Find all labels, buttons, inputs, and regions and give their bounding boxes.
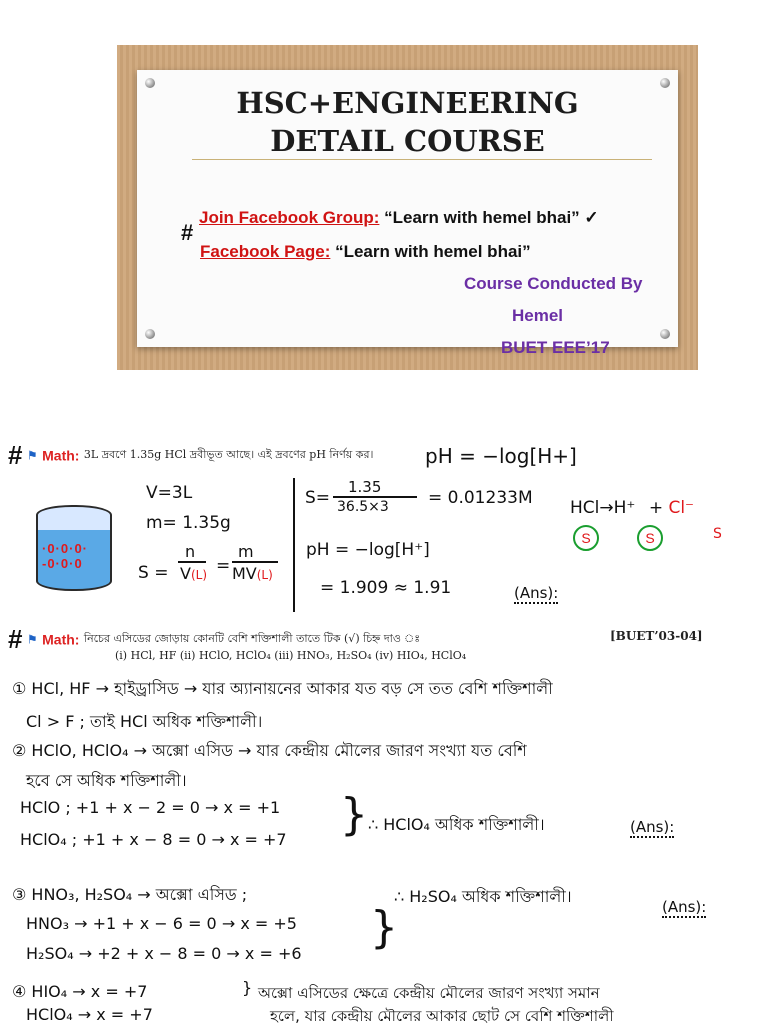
molarity-eq: = bbox=[216, 556, 231, 576]
question-source: [BUET’03-04] bbox=[610, 629, 703, 643]
part-1-line-1: ① HCl, HF → হাইড্রাসিড → যার অ্যানায়নের আকার যত বড় সে তত বেশি শক্তিশালী bbox=[12, 679, 553, 698]
brace: } bbox=[340, 789, 368, 840]
math-label: Math: bbox=[42, 447, 80, 464]
facebook-page-name: “Learn with hemel bhai” bbox=[330, 242, 531, 261]
calc-s-num: 1.35 bbox=[348, 478, 382, 496]
brace: } bbox=[370, 902, 398, 953]
divider-line bbox=[293, 478, 295, 612]
banner-title-line1: HSC+ENGINEERING bbox=[236, 86, 579, 120]
s-marker: S bbox=[637, 525, 663, 551]
math-label: Math: bbox=[42, 631, 80, 648]
part-4-line-2: HClO₄ → x = +7 bbox=[26, 1005, 153, 1024]
part-3-line-1: ③ HNO₃, H₂SO₄ → অক্সো এসিড ; bbox=[12, 885, 248, 904]
facebook-group-link[interactable]: Join Facebook Group: bbox=[199, 208, 380, 227]
fraction-bar bbox=[232, 561, 278, 563]
hash-mark: # bbox=[181, 220, 194, 245]
given-volume: V=3L bbox=[146, 483, 193, 503]
facebook-group-line bbox=[199, 208, 599, 228]
brace: } bbox=[242, 978, 253, 997]
part-4-note-2: হলে, যার কেন্দ্রীয় মৌলের আকার ছোট সে বেশি শক্তিশালী bbox=[270, 1007, 614, 1025]
pin-icon bbox=[660, 329, 670, 339]
fraction-bar bbox=[178, 561, 206, 563]
answer-tag: (Ans): bbox=[662, 898, 707, 916]
part-4-note-1: অক্সো এসিডের ক্ষেত্রে কেন্দ্রীয় মৌলের জারণ সংখ্যা সমান bbox=[258, 984, 600, 1002]
part-2-result: ∴ HClO₄ অধিক শক্তিশালী। bbox=[368, 815, 545, 834]
given-mass: m= 1.35g bbox=[146, 513, 231, 533]
facebook-group-name: “Learn with hemel bhai” bbox=[379, 208, 585, 227]
calc-s-result: = 0.01233M bbox=[428, 488, 533, 508]
part-3-calc-2: H₂SO₄ → +2 + x − 8 = 0 → x = +6 bbox=[26, 944, 302, 963]
answer-tag: (Ans): bbox=[514, 584, 559, 602]
part-1-line-2: Cl > F ; তাই HCl অধিক শক্তিশালী। bbox=[26, 712, 263, 731]
flag-icon: ⚑ bbox=[26, 632, 38, 647]
molarity-v: V(L) bbox=[180, 564, 208, 583]
course-credit-affiliation: BUET EEE’17 bbox=[501, 338, 610, 357]
check-icon: ✓ bbox=[584, 208, 599, 227]
part-2-calc-1: HClO ; +1 + x − 2 = 0 → x = +1 bbox=[20, 798, 281, 817]
part-2-line-1: ② HClO, HClO₄ → অক্সো এসিড → যার কেন্দ্রীয় মৌলের জারণ সংখ্যা যত বেশি bbox=[12, 741, 527, 760]
s-marker: S bbox=[713, 526, 722, 542]
part-2-line-2: হবে সে অধিক শক্তিশালী। bbox=[26, 771, 187, 790]
hash-mark: # bbox=[8, 440, 23, 470]
ph-formula: pH = −log[H+] bbox=[425, 444, 577, 468]
beaker-illustration bbox=[36, 505, 112, 591]
ph-result: = 1.909 ≈ 1.91 bbox=[320, 578, 452, 598]
banner-board bbox=[137, 70, 678, 357]
fraction-bar bbox=[333, 496, 417, 498]
facebook-page-line bbox=[200, 242, 531, 262]
s-marker: S bbox=[573, 525, 599, 551]
molarity-m: m bbox=[238, 542, 254, 561]
hash-mark: # bbox=[8, 624, 23, 654]
banner-divider bbox=[192, 159, 652, 160]
course-credit-heading: Course Conducted By bbox=[464, 274, 643, 293]
question-2-text: নিচের এসিডের জোড়ায় কোনটি বেশি শক্তিশালী তাতে টিক (√) চিহ্ন দাও ঃ bbox=[83, 632, 421, 645]
question-1-text: 3L দ্রবণে 1.35g HCl দ্রবীভূত আছে। এই দ্রবণের pH নির্ণয় কর। bbox=[83, 448, 374, 461]
facebook-page-link[interactable]: Facebook Page: bbox=[200, 242, 331, 261]
question-1-header bbox=[8, 440, 373, 471]
calc-s-den: 36.5×3 bbox=[337, 499, 389, 515]
flag-icon: ⚑ bbox=[26, 448, 38, 463]
course-banner bbox=[117, 45, 698, 370]
molarity-mv: MV(L) bbox=[232, 564, 273, 583]
pin-icon bbox=[145, 329, 155, 339]
part-4-line-1: ④ HIO₄ → x = +7 bbox=[12, 982, 148, 1001]
ph-step: pH = −log[H⁺] bbox=[306, 540, 430, 560]
reaction-equation: HCl→H⁺ + Cl⁻ bbox=[570, 498, 695, 518]
part-2-calc-2: HClO₄ ; +1 + x − 8 = 0 → x = +7 bbox=[20, 830, 287, 849]
course-credit-name: Hemel bbox=[512, 306, 564, 325]
molarity-n: n bbox=[185, 542, 196, 561]
calc-s-lhs: S= bbox=[305, 488, 331, 508]
question-options: (i) HCl, HF (ii) HClO, HClO₄ (iii) HNO₃, H₂SO₄ (iv) HIO₄, HClO₄ bbox=[115, 649, 467, 662]
part-3-calc-1: HNO₃ → +1 + x − 6 = 0 → x = +5 bbox=[26, 914, 297, 933]
answer-tag: (Ans): bbox=[630, 818, 675, 836]
banner-title-line2: DETAIL COURSE bbox=[270, 124, 545, 158]
part-3-result: ∴ H₂SO₄ অধিক শক্তিশালী। bbox=[394, 887, 572, 906]
beaker-particles: ·0·0·0· -0·0·0 bbox=[42, 541, 89, 571]
molarity-formula-lhs: S = bbox=[138, 563, 169, 583]
